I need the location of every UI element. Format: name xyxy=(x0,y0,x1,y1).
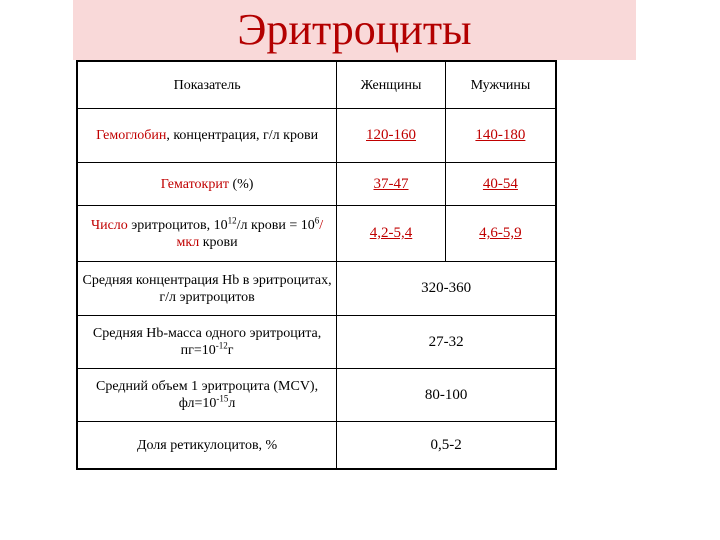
table-row xyxy=(77,316,556,369)
table-row xyxy=(77,422,556,470)
label-superscript: -15 xyxy=(216,393,229,404)
row-label: Доля ретикулоцитов, % xyxy=(77,422,337,470)
header-row xyxy=(77,61,556,109)
men-value xyxy=(445,206,556,262)
row-label xyxy=(77,369,337,422)
women-value xyxy=(337,109,446,163)
men-value-text: 4,6-5,9 xyxy=(479,225,522,241)
header-women: Женщины xyxy=(337,61,446,109)
table-row xyxy=(77,163,556,206)
men-value xyxy=(445,163,556,206)
label-superscript: 6 xyxy=(314,214,320,225)
men-value xyxy=(445,109,556,163)
label-text: г xyxy=(227,343,234,358)
merged-value: 80-100 xyxy=(337,369,556,422)
label-superscript: -12 xyxy=(215,340,228,351)
label-highlight: Гемоглобин xyxy=(96,128,167,143)
table-row xyxy=(77,262,556,316)
merged-value: 27-32 xyxy=(337,316,556,369)
label-text: л xyxy=(228,396,236,411)
men-value-text: 140-180 xyxy=(475,127,526,143)
header-indicator: Показатель xyxy=(77,61,337,109)
women-value-text: 120-160 xyxy=(366,127,416,143)
label-highlight: /мкл xyxy=(176,217,324,250)
women-value-text: 4,2-5,4 xyxy=(369,225,413,241)
table-row xyxy=(77,369,556,422)
table-row xyxy=(77,206,556,262)
erythrocyte-table xyxy=(76,60,557,470)
label-text: (%) xyxy=(228,176,254,192)
row-label xyxy=(77,206,337,262)
merged-value: 0,5-2 xyxy=(337,422,556,470)
label-text: , концентрация, г/л крови xyxy=(166,128,319,143)
label-text: Средняя Hb-масса одного эритроцита, пг=10 xyxy=(92,326,322,358)
label-text: эритроцитов, 10 xyxy=(127,217,228,233)
label-superscript: 12 xyxy=(227,214,237,225)
women-value xyxy=(337,163,446,206)
label-text: /л крови = 10 xyxy=(236,217,315,233)
row-label: Средняя концентрация Hb в эритроцитах, г/л эритроцитов xyxy=(77,262,337,316)
row-label xyxy=(77,163,337,206)
row-label xyxy=(77,316,337,369)
row-label xyxy=(77,109,337,163)
women-value-text: 37-47 xyxy=(373,175,409,192)
label-highlight: Гематокрит xyxy=(160,176,229,192)
label-text: крови xyxy=(199,234,238,250)
label-highlight: Число xyxy=(90,217,128,233)
header-men: Мужчины xyxy=(445,61,556,109)
merged-value: 320-360 xyxy=(337,262,556,316)
label-text: Средний объем 1 эритроцита (MCV), фл=10 xyxy=(96,379,319,411)
slide-title: Эритроциты xyxy=(237,5,472,54)
men-value-text: 40-54 xyxy=(482,175,518,192)
table-row xyxy=(77,109,556,163)
women-value xyxy=(337,206,446,262)
